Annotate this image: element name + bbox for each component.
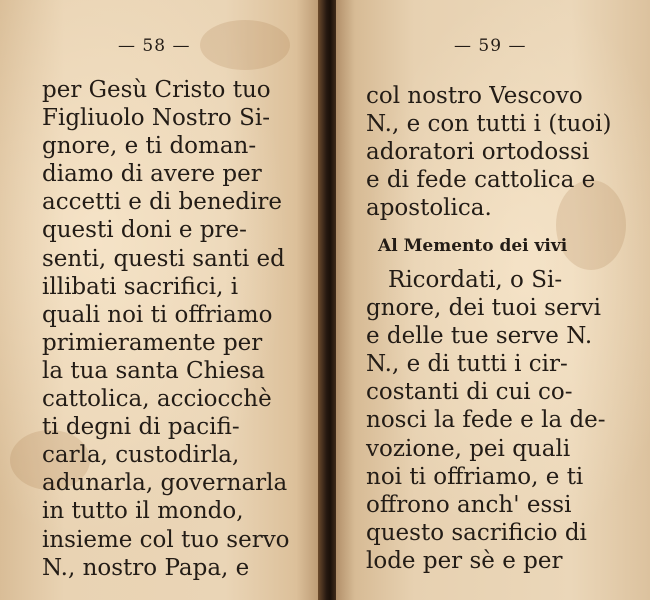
text-line: per Gesù Cristo tuo: [42, 77, 271, 103]
page-number-left: — 58 —: [118, 36, 191, 56]
text-line: gnore, e ti doman-: [42, 133, 257, 160]
text-line: ti degni di pacifi-: [42, 414, 240, 441]
text-line: e di fede cattolica e: [366, 167, 596, 194]
text-line: offrono anch' essi: [366, 491, 572, 518]
text-line: e delle tue serve N.: [366, 323, 593, 350]
right-page: [336, 0, 650, 600]
text-line: carla, custodirla,: [42, 442, 240, 469]
text-line: N., e con tutti i (tuoi): [366, 111, 612, 138]
text-line: primieramente per: [42, 329, 263, 356]
text-line: questo sacrificio di: [366, 519, 587, 546]
text-line: in tutto il mondo,: [42, 498, 244, 525]
page-number-right: — 59 —: [454, 36, 527, 56]
text-line: adoratori ortodossi: [366, 139, 590, 166]
section-heading: Al Memento dei vivi: [378, 236, 568, 256]
text-line: adunarla, governarla: [42, 470, 288, 497]
text-line: accetti e di benedire: [42, 189, 282, 216]
text-line: insieme col tuo servo: [42, 526, 290, 553]
text-line: noi ti offriamo, e ti: [366, 463, 584, 490]
text-line: illibati sacrifici, i: [42, 273, 239, 300]
text-line: N., nostro Papa, e: [42, 554, 250, 581]
text-line: questi doni e pre-: [42, 217, 247, 244]
right-page-text-top: [366, 82, 642, 222]
text-line: col nostro Vescovo: [366, 83, 583, 109]
left-page: [0, 0, 322, 600]
text-line: gnore, dei tuoi servi: [366, 295, 601, 322]
text-line: la tua santa Chiesa: [42, 357, 265, 384]
text-line: diamo di avere per: [42, 161, 262, 188]
text-line: senti, questi santi ed: [42, 245, 285, 272]
paper-stain: [200, 20, 290, 70]
text-line: apostolica.: [366, 195, 492, 222]
text-line: nosci la fede e la de-: [366, 407, 606, 434]
text-line: quali noi ti offriamo: [42, 301, 273, 328]
right-page-text-bottom: [366, 266, 642, 575]
text-line: costanti di cui co-: [366, 379, 573, 406]
left-page-text: [42, 76, 304, 582]
text-line: N., e di tutti i cir-: [366, 351, 568, 378]
text-line: Ricordati, o Si-: [388, 267, 563, 293]
text-line: vozione, pei quali: [366, 435, 571, 462]
text-line: lode per sè e per: [366, 547, 563, 574]
text-line: Figliuolo Nostro Si-: [42, 105, 270, 132]
text-line: cattolica, acciocchè: [42, 386, 272, 413]
